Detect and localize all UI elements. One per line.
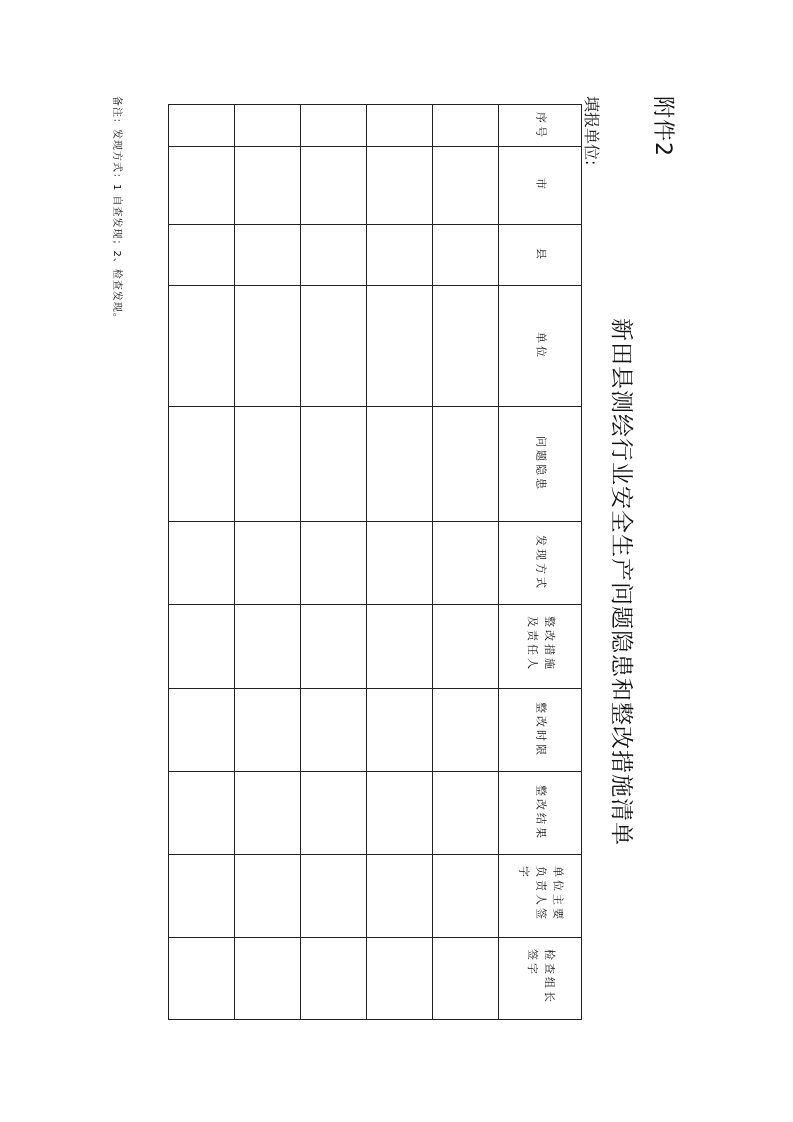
header-cell-deadline: 整改时限	[534, 701, 548, 758]
table-row[interactable]	[169, 105, 234, 1019]
header-cell-inspector-signature: 检查组长签字	[526, 949, 556, 1005]
header-cell-city: 市	[534, 178, 548, 192]
header-cell-result: 整改结果	[534, 784, 548, 841]
attachment-label: 附件2	[650, 96, 675, 157]
table-row[interactable]	[367, 105, 432, 1019]
table-row[interactable]	[301, 105, 366, 1019]
footnote: 备注：发现方式：1 自查发现；2、检查发现。	[111, 96, 122, 324]
table-row[interactable]	[433, 105, 498, 1019]
hazard-list-table	[168, 104, 582, 1020]
document-title: 新田县测绘行业安全生产问题隐患和整改措施清单	[608, 318, 634, 846]
header-cell-unit: 单位	[534, 331, 548, 360]
header-cell-hazard: 问题隐患	[534, 435, 548, 492]
table-row[interactable]	[235, 105, 300, 1019]
header-cell-county: 县	[534, 247, 548, 262]
header-cell-leader-signature: 单位主要负责人签字	[517, 865, 565, 922]
header-cell-serial: 序号	[534, 111, 548, 140]
header-cell-measures-responsible: 整改措施及责任人	[526, 616, 556, 672]
fill-unit-label: 填报单位:	[582, 96, 601, 166]
header-cell-discovery-method: 发现方式	[534, 534, 548, 591]
